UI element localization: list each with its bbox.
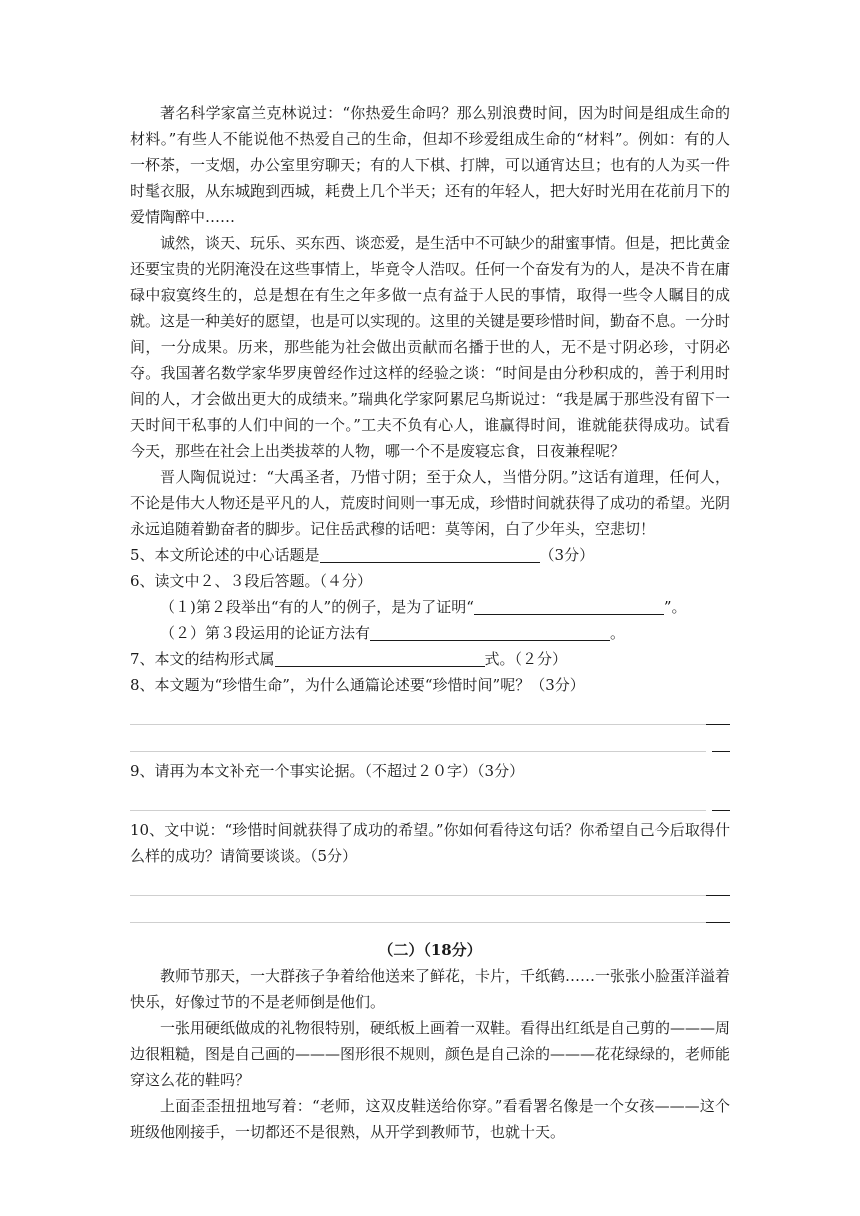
question-6-1-end: ”。 (663, 598, 687, 616)
question-6-1-text: （１)第２段举出“有的人”的例子，是为了证明“ (160, 598, 474, 616)
question-6-2-blank[interactable] (370, 622, 610, 641)
question-8-answer-line-1[interactable] (130, 698, 706, 725)
section-2-paragraph-2: 一张用硬纸做成的礼物很特别，硬纸板上画着一双鞋。看得出红纸是自己剪的———周边很粗糙，图是自己画的———图形很不规则，颜色是自己涂的———花花绿绿的，老师能穿这么花的鞋吗？ (130, 1019, 731, 1089)
question-8-answer-line-2[interactable] (130, 725, 706, 752)
section-2-title: （二）（18分） (378, 941, 482, 959)
question-6-2-text: （２）第３段运用的论证方法有 (160, 624, 371, 642)
question-9: 9、请再为本文补充一个事实论据。（不超过２０字）（3分） (130, 762, 525, 780)
question-7 (130, 646, 730, 672)
question-5-text: 5、本文所论述的中心话题是 (130, 546, 320, 564)
question-8: 8、本文题为“珍惜生命”，为什么通篇论述要“珍惜时间”呢？（3分） (130, 676, 585, 694)
section-2-paragraph-1: 教师节那天，一大群孩子争着给他送来了鲜花，卡片，千纸鹤……一张张小脸蛋洋溢着快乐，好像过节的不是老师倒是他们。 (130, 967, 731, 1011)
question-9-answer-line[interactable] (130, 784, 706, 811)
question-6: 6、读文中２、３段后答题。（４分） (130, 572, 373, 590)
question-10-answer-line-1[interactable] (130, 869, 706, 896)
question-7-text: 7、本文的结构形式属 (130, 650, 275, 668)
question-10: 10、文中说：“珍惜时间就获得了成功的希望。”你如何看待这句话？你希望自己今后取得什么样的成功？请简要谈谈。（5分） (130, 821, 730, 865)
question-6-2-end: 。 (610, 624, 626, 642)
question-10-answer-line-2[interactable] (130, 896, 706, 923)
question-5 (130, 542, 730, 568)
question-7-end: 式。（２分） (484, 650, 568, 668)
passage-paragraph-2: 诚然，谈天、玩乐、买东西、谈恋爱，是生活中不可缺少的甜蜜事情。但是，把比黄金还要宝贵的光阴淹没在这些事情上，毕竟令人浩叹。任何一个奋发有为的人，是决不肯在庸碌中寂寞终生的，总是想在有生之年多做一点有益于人民的事情，取得一些令人瞩目的成就。这是一种美好的愿望，也是可以实现的。这里的关键是要珍惜时间，勤奋不息。一分时间，一分成果。历来，那些能为社会做出贡献而名播于世的人，无不是寸阴必珍，寸阴必夺。我国著名数学家华罗庚曾经作过这样的经验之谈：“时间是由分秒积成的，善于利用时间的人，才会做出更大的成绩来。”瑞典化学家阿累尼乌斯说过：“我是属于那些没有留下一天时间干私事的人们中间的一个。”工夫不负有心人，谁赢得时间，谁就能获得成功。试看今天，那些在社会上出类拔萃的人物，哪一个不是废寝忘食，日夜兼程呢？ (130, 234, 731, 460)
question-7-blank[interactable] (275, 648, 485, 667)
question-5-score: （3分） (539, 546, 595, 564)
question-5-blank[interactable] (320, 544, 540, 563)
question-6-1 (130, 594, 730, 620)
question-6-1-blank[interactable] (474, 596, 664, 615)
question-6-2 (130, 620, 730, 646)
passage-paragraph-1: 著名科学家富兰克林说过：“你热爱生命吗？那么别浪费时间，因为时间是组成生命的材料。”有些人不能说他不热爱自己的生命，但却不珍爱组成生命的“材料”。例如：有的人一杯茶，一支烟，办公室里穷聊天；有的人下棋、打牌，可以通宵达旦；也有的人为买一件时髦衣服，从东城跑到西城，耗费上几个半天；还有的年轻人，把大好时光用在花前月下的爱情陶醉中…… (130, 104, 731, 226)
exam-page (130, 100, 730, 1145)
section-2-paragraph-3: 上面歪歪扭扭地写着：“老师，这双皮鞋送给你穿。”看看署名像是一个女孩———这个班级他刚接手，一切都还不是很熟，从开学到教师节，也就十天。 (130, 1097, 730, 1141)
passage-paragraph-3: 晋人陶侃说过：“大禹圣者，乃惜寸阴；至于众人，当惜分阴。”这话有道理，任何人，不论是伟大人物还是平凡的人，荒废时间则一事无成，珍惜时间就获得了成功的希望。光阴永远追随着勤奋者的脚步。记住岳武穆的话吧：莫等闲，白了少年头，空悲切！ (130, 468, 731, 538)
